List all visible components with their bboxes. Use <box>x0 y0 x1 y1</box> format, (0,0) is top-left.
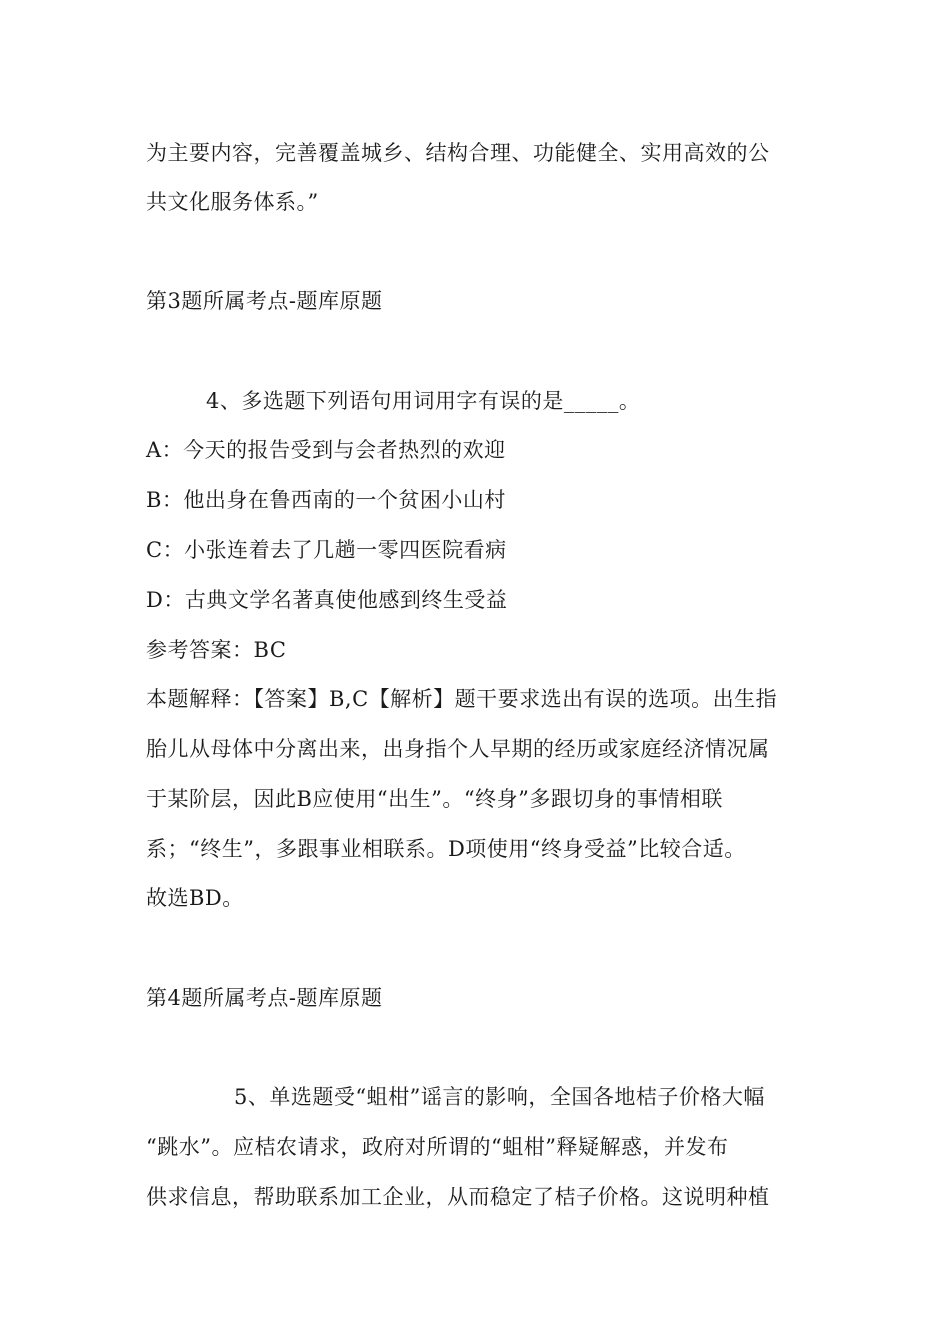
q5-stem-line-2: “跳水”。应桔农请求，政府对所谓的“蛆柑”释疑解惑，并发布 <box>146 1135 729 1159</box>
q4-explanation-line-3: 于某阶层，因此B应使用“出生”。“终身”多跟切身的事情相联 <box>146 787 723 811</box>
q4-option-d: D：古典文学名著真使他感到终生受益 <box>146 588 508 612</box>
q4-explanation-line-5: 故选BD。 <box>146 886 244 910</box>
q4-option-a: A：今天的报告受到与会者热烈的欢迎 <box>146 438 506 462</box>
q4-option-b: B：他出身在鲁西南的一个贫困小山村 <box>146 488 506 512</box>
intro-line-1: 为主要内容，完善覆盖城乡、结构合理、功能健全、实用高效的公 <box>146 141 770 165</box>
q4-source: 第4题所属考点-题库原题 <box>146 986 383 1010</box>
q4-answer: 参考答案：BC <box>146 638 287 662</box>
q3-source: 第3题所属考点-题库原题 <box>146 289 383 313</box>
q4-explanation-line-1: 本题解释：【答案】B,C【解析】题干要求选出有误的选项。出生指 <box>146 687 778 711</box>
intro-line-2: 共文化服务体系。” <box>146 190 319 214</box>
q5-stem-line-3: 供求信息，帮助联系加工企业，从而稳定了桔子价格。这说明种植 <box>146 1185 770 1209</box>
q5-stem-line-1: 5、单选题受“蛆柑”谣言的影响，全国各地桔子价格大幅 <box>234 1085 765 1109</box>
q4-option-c: C：小张连着去了几趟一零四医院看病 <box>146 538 507 562</box>
q4-explanation-line-2: 胎儿从母体中分离出来，出身指个人早期的经历或家庭经济情况属 <box>146 737 770 761</box>
q4-stem: 4、多选题下列语句用词用字有误的是_____。 <box>206 389 641 413</box>
q4-explanation-line-4: 系；“终生”，多跟事业相联系。D项使用“终身受益”比较合适。 <box>146 837 746 861</box>
